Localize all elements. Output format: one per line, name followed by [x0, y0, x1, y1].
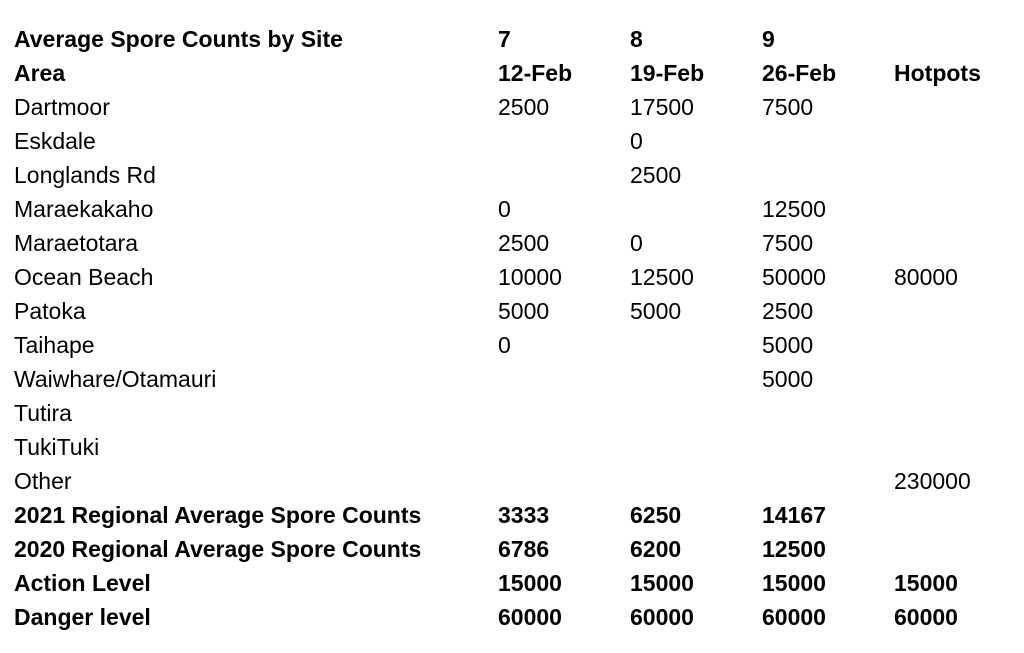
site-name: Patoka: [14, 298, 86, 324]
count-cell: [894, 328, 1024, 362]
count-cell: [894, 430, 1024, 464]
column-header-date: 26-Feb: [762, 60, 837, 86]
site-name: Dartmoor: [14, 94, 110, 120]
summary-row-2020-average: [14, 532, 1024, 566]
count-cell: [498, 464, 630, 498]
count-cell: 2500: [498, 94, 550, 120]
site-row: [14, 362, 1024, 396]
count-cell: 10000: [498, 264, 562, 290]
count-cell: 7500: [762, 94, 814, 120]
count-cell: [894, 226, 1024, 260]
count-cell: 50000: [762, 264, 826, 290]
site-name: Eskdale: [14, 128, 96, 154]
week-number: 7: [498, 26, 511, 52]
spore-count-sheet: [14, 22, 1024, 634]
site-row: [14, 158, 1024, 192]
column-header-area: Area: [14, 60, 66, 86]
summary-value: 6250: [630, 502, 682, 528]
count-cell: 0: [498, 196, 511, 222]
site-row: [14, 226, 1024, 260]
week-number: 9: [762, 26, 775, 52]
week-number: 8: [630, 26, 643, 52]
summary-value: 6786: [498, 536, 550, 562]
count-cell: [762, 124, 894, 158]
count-cell: 17500: [630, 94, 694, 120]
count-cell: 2500: [498, 230, 550, 256]
count-cell: [762, 430, 894, 464]
count-cell: [630, 430, 762, 464]
summary-value: 15000: [498, 570, 562, 596]
site-name: Taihape: [14, 332, 95, 358]
count-cell: [630, 396, 762, 430]
summary-value: [894, 498, 1024, 532]
site-name: Waiwhare/Otamauri: [14, 366, 217, 392]
count-cell: [762, 158, 894, 192]
summary-value: 15000: [630, 570, 694, 596]
title-row: [14, 22, 1024, 56]
count-cell: [894, 124, 1024, 158]
summary-value: 60000: [498, 604, 562, 630]
site-row: [14, 90, 1024, 124]
count-cell: [498, 124, 630, 158]
count-cell: [630, 328, 762, 362]
site-row: [14, 192, 1024, 226]
site-row: [14, 430, 1024, 464]
site-row: [14, 464, 1024, 498]
summary-label: 2021 Regional Average Spore Counts: [14, 502, 422, 528]
count-cell: [498, 158, 630, 192]
site-name: Maraekakaho: [14, 196, 154, 222]
count-cell: [894, 158, 1024, 192]
summary-row-action-level: [14, 566, 1024, 600]
column-header-date: 19-Feb: [630, 60, 705, 86]
summary-value: 3333: [498, 502, 550, 528]
week-number: [894, 22, 1024, 56]
count-cell: 0: [498, 332, 511, 358]
site-name: TukiTuki: [14, 434, 100, 460]
count-cell: 2500: [762, 298, 814, 324]
count-cell: 0: [630, 128, 643, 154]
summary-label: Action Level: [14, 570, 151, 596]
count-cell: 12500: [630, 264, 694, 290]
count-cell: [630, 362, 762, 396]
count-cell: 5000: [762, 332, 814, 358]
summary-row-danger-level: [14, 600, 1024, 634]
count-cell: 0: [630, 230, 643, 256]
spore-count-table: [14, 22, 1024, 634]
summary-value: 14167: [762, 502, 826, 528]
site-row: [14, 396, 1024, 430]
count-cell: [894, 294, 1024, 328]
summary-value: 60000: [630, 604, 694, 630]
count-cell: [630, 464, 762, 498]
site-name: Longlands Rd: [14, 162, 156, 188]
count-cell: 5000: [762, 366, 814, 392]
count-cell: [894, 362, 1024, 396]
site-row: [14, 328, 1024, 362]
count-cell: [630, 192, 762, 226]
count-cell: [498, 430, 630, 464]
count-cell: 5000: [498, 298, 550, 324]
column-header-hotspots: Hotpots: [894, 60, 981, 86]
count-cell: 7500: [762, 230, 814, 256]
site-name: Maraetotara: [14, 230, 139, 256]
summary-value: 60000: [762, 604, 826, 630]
site-row: [14, 294, 1024, 328]
count-cell: [762, 396, 894, 430]
count-cell: 12500: [762, 196, 826, 222]
site-row: [14, 124, 1024, 158]
table-title: Average Spore Counts by Site: [14, 26, 343, 52]
summary-value: 60000: [894, 604, 958, 630]
summary-value: 15000: [894, 570, 958, 596]
site-name: Other: [14, 468, 72, 494]
count-cell: 230000: [894, 468, 971, 494]
site-name: Tutira: [14, 400, 72, 426]
summary-row-2021-average: [14, 498, 1024, 532]
header-row: [14, 56, 1024, 90]
site-name: Ocean Beach: [14, 264, 154, 290]
count-cell: [498, 362, 630, 396]
summary-label: Danger level: [14, 604, 151, 630]
count-cell: 5000: [630, 298, 682, 324]
summary-value: [894, 532, 1024, 566]
count-cell: [498, 396, 630, 430]
count-cell: 2500: [630, 162, 682, 188]
summary-value: 6200: [630, 536, 682, 562]
summary-value: 12500: [762, 536, 826, 562]
summary-label: 2020 Regional Average Spore Counts: [14, 536, 422, 562]
count-cell: [894, 90, 1024, 124]
site-row: [14, 260, 1024, 294]
count-cell: 80000: [894, 264, 958, 290]
column-header-date: 12-Feb: [498, 60, 573, 86]
count-cell: [762, 464, 894, 498]
count-cell: [894, 192, 1024, 226]
summary-value: 15000: [762, 570, 826, 596]
count-cell: [894, 396, 1024, 430]
